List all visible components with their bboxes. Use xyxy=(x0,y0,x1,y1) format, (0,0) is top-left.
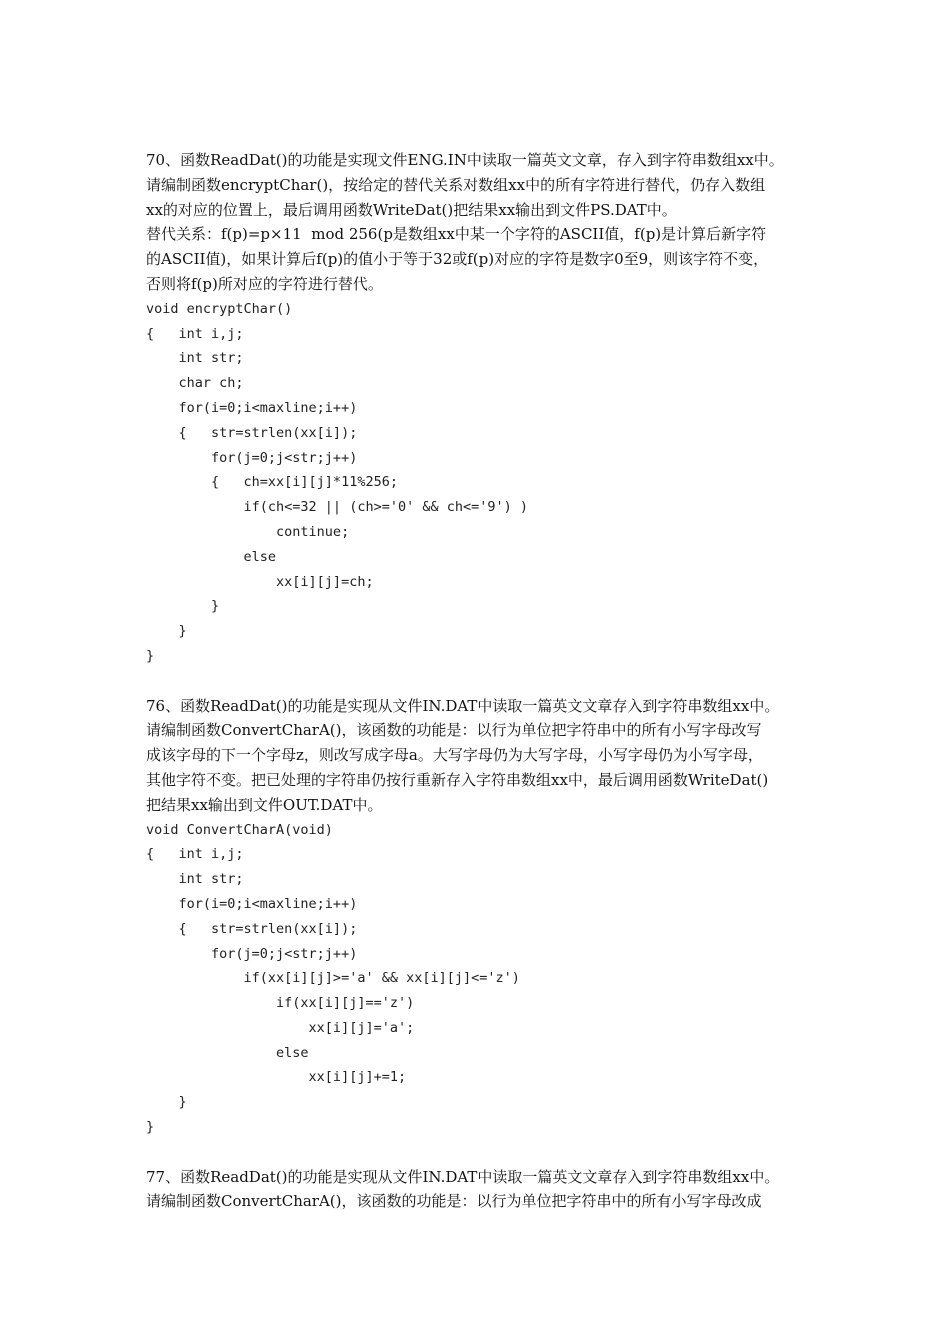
code-line: for(i=0;i<maxline;i++) xyxy=(146,895,358,912)
code-line: xx[i][j]='a'; xyxy=(146,1019,415,1036)
code-line: xx[i][j]=ch; xyxy=(146,573,374,590)
section-spacer xyxy=(146,669,826,694)
q76-line: 成该字母的下一个字母z，则改写成字母a。大写字母仍为大写字母，小写字母仍为小写字母， xyxy=(146,746,763,765)
code-line: int str; xyxy=(146,871,244,888)
code-line: { str=strlen(xx[i]); xyxy=(146,424,358,441)
code-line: if(ch<=32 || (ch>='0' && ch<='9') ) xyxy=(146,499,529,516)
section-spacer xyxy=(146,1140,826,1165)
code-line: } xyxy=(146,1094,187,1111)
q70-line: 70、函数ReadDat()的功能是实现文件ENG.IN中读取一篇英文文章，存入到字符串数组xx中。 xyxy=(146,151,784,169)
code-line: if(xx[i][j]>='a' && xx[i][j]<='z') xyxy=(146,970,520,987)
code-line: for(j=0;j<str;j++) xyxy=(146,449,358,466)
code-line: for(i=0;i<maxline;i++) xyxy=(146,399,358,416)
code-line: void encryptChar() xyxy=(146,300,293,317)
q70-line: 替代关系：f(p)=p×11 mod 256(p是数组xx中某一个字符的ASCII值，f(p)是计算后新字符 xyxy=(146,225,767,244)
code-line: else xyxy=(146,548,277,565)
code-line: continue; xyxy=(146,523,350,540)
code-line: } xyxy=(146,1119,155,1136)
q70-line: xx的对应的位置上，最后调用函数WriteDat()把结果xx输出到文件PS.DAT中。 xyxy=(146,200,677,219)
q77-line: 请编制函数ConvertCharA()，该函数的功能是：以行为单位把字符串中的所有小写字母改成 xyxy=(146,1192,762,1211)
q76-line: 76、函数ReadDat()的功能是实现从文件IN.DAT中读取一篇英文文章存入到字符串数组xx中。 xyxy=(146,696,780,715)
code-line: } xyxy=(146,623,187,640)
code-line: } xyxy=(146,647,155,664)
code-line: else xyxy=(146,1044,309,1061)
question-76 xyxy=(146,694,826,1140)
code-line: for(j=0;j<str;j++) xyxy=(146,945,358,962)
q76-line: 请编制函数ConvertCharA()，该函数的功能是：以行为单位把字符串中的所有小写字母改写 xyxy=(146,721,762,740)
q76-line: 把结果xx输出到文件OUT.DAT中。 xyxy=(146,795,383,814)
q70-code-block xyxy=(146,297,826,669)
q70-line: 否则将f(p)所对应的字符进行替代。 xyxy=(146,274,383,293)
code-line: char ch; xyxy=(146,375,244,392)
code-line: { str=strlen(xx[i]); xyxy=(146,920,358,937)
q76-code-block xyxy=(146,818,826,1140)
q77-line: 77、函数ReadDat()的功能是实现从文件IN.DAT中读取一篇英文文章存入到字符串数组xx中。 xyxy=(146,1167,780,1186)
q70-line: 的ASCII值)，如果计算后f(p)的值小于等于32或f(p)对应的字符是数字0至9，则该字符不变， xyxy=(146,250,769,269)
code-line: { int i,j; xyxy=(146,325,244,342)
code-line: } xyxy=(146,598,220,615)
q76-line: 其他字符不变。把已处理的字符串仍按行重新存入字符串数组xx中，最后调用函数WriteDat() xyxy=(146,770,769,789)
code-line: xx[i][j]+=1; xyxy=(146,1069,407,1086)
code-line: void ConvertCharA(void) xyxy=(146,821,333,838)
question-77 xyxy=(146,1165,826,1215)
document-page xyxy=(146,148,826,1214)
code-line: if(xx[i][j]=='z') xyxy=(146,995,415,1012)
code-line: { int i,j; xyxy=(146,846,244,863)
code-line: int str; xyxy=(146,350,244,367)
code-line: { ch=xx[i][j]*11%256; xyxy=(146,474,398,491)
q70-line: 请编制函数encryptChar()，按给定的替代关系对数组xx中的所有字符进行替代，仍存入数组 xyxy=(146,175,766,194)
question-70 xyxy=(146,148,826,669)
